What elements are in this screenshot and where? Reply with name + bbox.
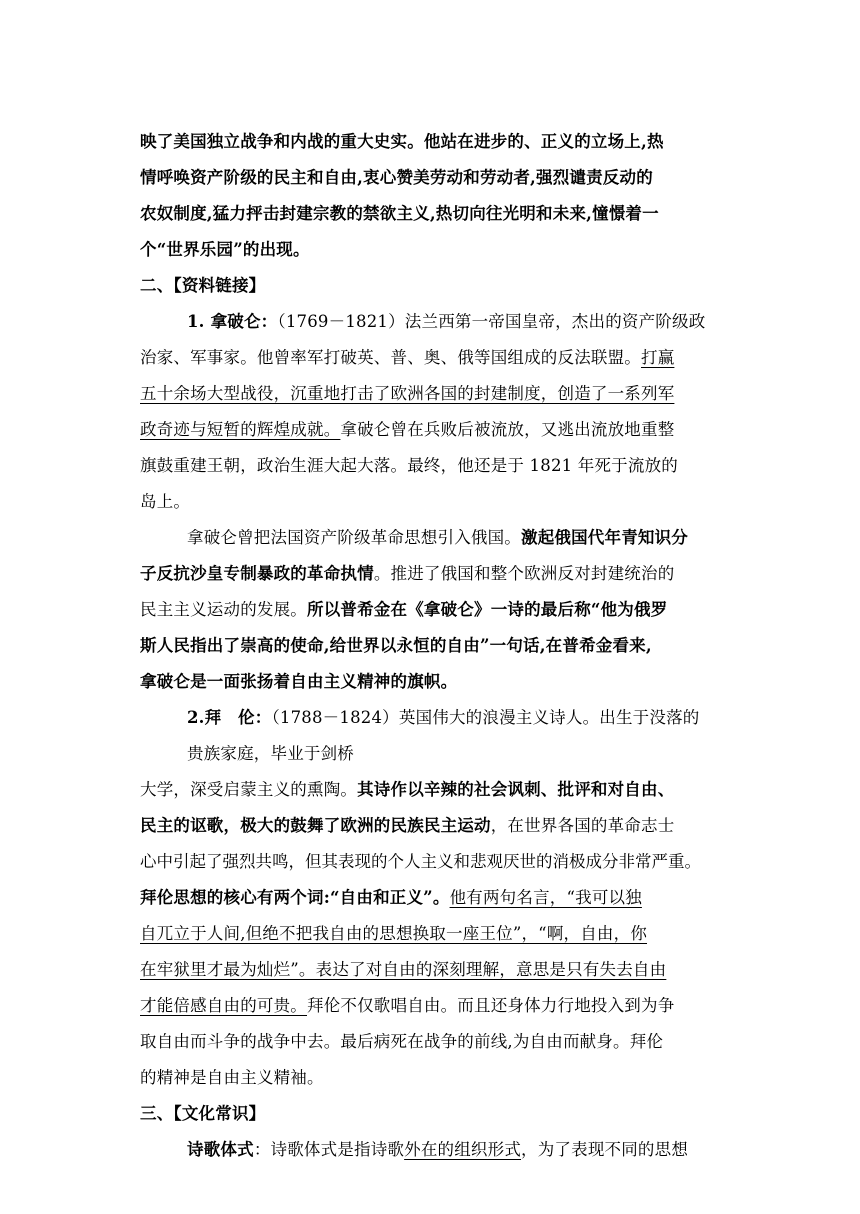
text-run: （1769－1821）法兰西第一帝国皇帝，杰出的资产阶级政	[277, 312, 706, 331]
paragraph-line	[187, 1132, 767, 1168]
underlined-text: 外在的组织形式	[404, 1140, 522, 1159]
underlined-text: 打赢	[641, 348, 675, 367]
underlined-line: 在牢狱里才最为灿烂”。表达了对自由的深刻理解，意思是只有失去自由	[140, 960, 667, 979]
paragraph-line: 取自由而斗争的战争中去。最后病死在战争的前线,为自由而献身。拜伦	[140, 1032, 664, 1051]
paragraph-line	[140, 556, 720, 592]
bold-text: 所以普希金在《拿破仑》一诗的最后称“他为俄罗	[307, 600, 668, 619]
text-run: ：	[253, 1140, 271, 1159]
paragraph-line: 农奴制度,猛力抨击封建宗教的禁欲主义,热切向往光明和未来,憧憬着一	[140, 204, 659, 223]
paragraph-line	[140, 808, 720, 844]
section-heading: 二、【资料链接】	[140, 276, 266, 295]
paragraph-line	[140, 340, 720, 376]
text-run: 拿破仑曾在兵败后被流放，又逃出流放地重整	[340, 420, 675, 439]
paragraph-line: 情呼唤资产阶级的民主和自由,衷心赞美劳动和劳动者,强烈谴责反动的	[140, 168, 653, 187]
paragraph-line	[140, 772, 720, 808]
bold-text: 拜伦思想的核心有两个词:“自由和正义”。	[140, 888, 450, 907]
text-run: 民主主义运动的发展。	[140, 600, 307, 619]
underlined-text: 他有两句名言，“我可以独	[449, 888, 642, 907]
text-run: 。推进了俄国和整个欧洲反对封建统治的	[373, 564, 675, 583]
paragraph-line	[140, 412, 720, 448]
paragraph-line: 斯人民指出了崇高的使命,给世界以永恒的自由”一句话,在普希金看来,	[140, 636, 652, 655]
text-run: 拜伦不仅歌唱自由。而且还身体力行地投入到为争	[307, 996, 675, 1015]
text-run: （1788－1824）英国伟大的浪漫主义诗人。出生于没落的	[271, 708, 700, 727]
bold-text: 民主的讴歌，极大的鼓舞了欧洲的民族民主运动	[140, 816, 491, 835]
underlined-text: 政奇迹与短暂的辉煌成就。	[140, 420, 341, 439]
text-run: 诗歌体式是指诗歌	[270, 1140, 405, 1159]
paragraph-line	[187, 700, 767, 736]
paragraph-line: 映了美国独立战争和内战的重大史实。他站在进步的、正义的立场上,热	[140, 132, 664, 151]
term-label: 诗歌体式	[187, 1140, 254, 1159]
underlined-text: 才能倍感自由的可贵。	[140, 996, 307, 1015]
paragraph-line: 的精神是自由主义精袖。	[140, 1068, 324, 1087]
paragraph-line: 岛上。	[140, 492, 191, 511]
text-run: ，为了表现不同的思想	[521, 1140, 689, 1159]
bold-text: 子反抗沙皇专制暴政的革命执情	[140, 564, 374, 583]
text-run: ，在世界各国的革命志士	[490, 816, 675, 835]
underlined-line: 五十余场大型战役，沉重地打击了欧洲各国的封建制度，创造了一系列军	[140, 384, 675, 403]
text-run: 大学，深受启蒙主义的熏陶。	[140, 780, 358, 799]
paragraph-line: 贵族家庭，毕业于剑桥	[187, 744, 354, 763]
underlined-line: 自兀立于人间,但绝不把我自由的思想换取一座王位”，“啊，自由，你	[140, 924, 648, 943]
entry-label: 1. 拿破仑：	[187, 312, 278, 331]
paragraph-line: 心中引起了强烈共鸣，但其表现的个人主义和悲观厌世的消极成分非常严重。	[140, 852, 701, 871]
paragraph-line	[187, 520, 767, 556]
text-run: 治家、军事家。他曾率军打破英、普、奥、俄等国组成的反法联盟。	[140, 348, 641, 367]
bold-text: 激起俄国代年青知识分	[521, 528, 688, 547]
bold-text: 其诗作以辛辣的社会讽刺、批评和对自由、	[357, 780, 675, 799]
text-run: 拿破仑曾把法国资产阶级革命思想引入俄国。	[187, 528, 521, 547]
paragraph-line	[187, 304, 767, 340]
section-heading: 三、【文化常识】	[140, 1104, 266, 1123]
paragraph-line	[140, 880, 720, 916]
paragraph-line	[140, 592, 720, 628]
paragraph-line	[140, 988, 720, 1024]
paragraph-line: 个“世界乐园”的出现。	[140, 240, 310, 259]
entry-label: 2.拜 伦：	[187, 708, 272, 727]
paragraph-line: 拿破仑是一面张扬着自由主义精神的旗帜。	[140, 672, 458, 691]
paragraph-line: 旗鼓重建王朝，政治生涯大起大落。最终，他还是于 1821 年死于流放的	[140, 456, 678, 475]
